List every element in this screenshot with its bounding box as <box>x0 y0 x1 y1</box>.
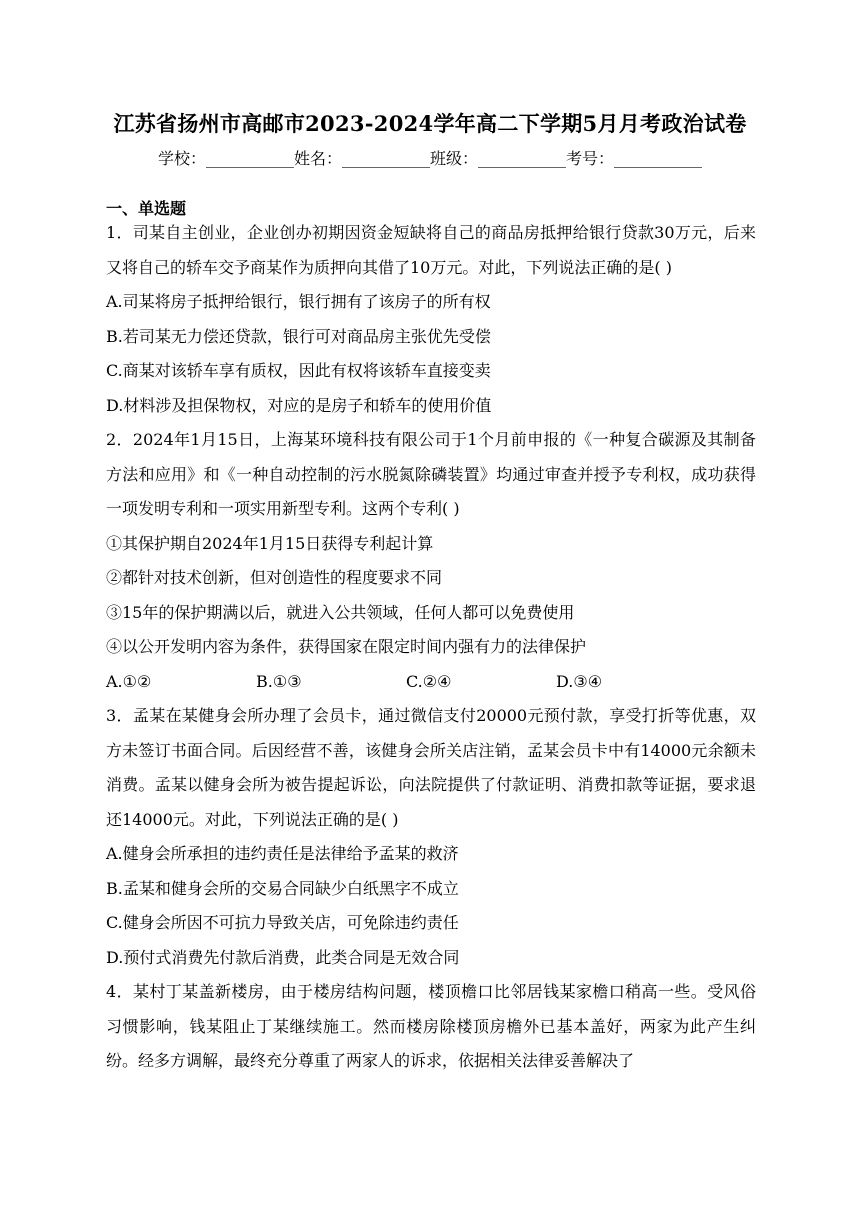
question-2 <box>106 423 756 699</box>
statement-3: ③15年的保护期满以后，就进入公共领域，任何人都可以免费使用 <box>106 602 575 622</box>
question-text: 4．某村丁某盖新楼房，由于楼房结构问题，楼顶檐口比邻居钱某家檐口稍高一些。受风俗习惯影响，钱某阻止丁某继续施工。然而楼房除楼顶房檐外已基本盖好，两家为此产生纠纷。经多方调解，最终充分尊重了两家人的诉求，依据相关法律妥善解决了 <box>106 982 756 1070</box>
exam-title: 江苏省扬州市高邮市2023-2024学年高二下学期5月月考政治试卷 <box>113 111 747 136</box>
name-field: 姓名：___________ <box>293 149 430 168</box>
questions-area <box>106 216 756 1079</box>
question-text: 2．2024年1月15日，上海某环境科技有限公司于1个月前申报的《一种复合碳源及其制备方法和应用》和《一种自动控制的污水脱氮除磷装置》均通过审查并授予专利权，成功获得一项发明专利和一项实用新型专利。这两个专利( ) <box>106 430 756 518</box>
school-field: 学校：___________ <box>157 149 294 168</box>
options-row <box>106 665 756 700</box>
option-c: C.商某对该轿车享有质权，因此有权将该轿车直接变卖 <box>106 361 491 380</box>
class-field: 班级：___________ <box>430 149 567 168</box>
statement-1: ①其保护期自2024年1月15日获得专利起计算 <box>106 533 434 553</box>
option-b: B.若司某无力偿还贷款，银行可对商品房主张优先受偿 <box>106 326 491 346</box>
option-d: D.预付式消费先付款后消费，此类合同是无效合同 <box>106 947 460 967</box>
student-info-line <box>0 146 860 169</box>
exam-number-field: 考号：___________ <box>566 149 703 168</box>
option-c: C.健身会所因不可抗力导致关店，可免除违约责任 <box>106 913 459 932</box>
option-b: B.①③ <box>256 671 302 691</box>
question-text: 3．孟某在某健身会所办理了会员卡，通过微信支付20000元预付款，享受打折等优惠，双方未签订书面合同。后因经营不善，该健身会所关店注销，孟某会员卡中有14000元余额未消费。孟某以健身会所为被告提起诉讼，向法院提供了付款证明、消费扣款等证据，要求退还14000元。对此，下列说法正确的是( ) <box>106 706 756 829</box>
question-3 <box>106 699 756 975</box>
option-c: C.②④ <box>406 671 452 691</box>
statement-4: ④以公开发明内容为条件，获得国家在限定时间内强有力的法律保护 <box>106 637 587 656</box>
section-title: 一、单选题 <box>106 199 187 218</box>
option-d: D.③④ <box>556 671 603 691</box>
option-a: A.健身会所承担的违约责任是法律给予孟某的救济 <box>106 844 459 863</box>
question-text: 1．司某自主创业，企业创办初期因资金短缺将自己的商品房抵押给银行贷款30万元，后来又将自己的轿车交予商某作为质押向其借了10万元。对此，下列说法正确的是( ) <box>106 223 756 277</box>
option-b: B.孟某和健身会所的交易合同缺少白纸黑字不成立 <box>106 878 459 898</box>
statement-2: ②都针对技术创新，但对创造性的程度要求不同 <box>106 568 443 587</box>
option-d: D.材料涉及担保物权，对应的是房子和轿车的使用价值 <box>106 395 492 415</box>
question-1 <box>106 216 756 423</box>
question-4 <box>106 975 756 1079</box>
option-a: A.①② <box>106 671 152 691</box>
option-a: A.司某将房子抵押给银行，银行拥有了该房子的所有权 <box>106 292 491 311</box>
